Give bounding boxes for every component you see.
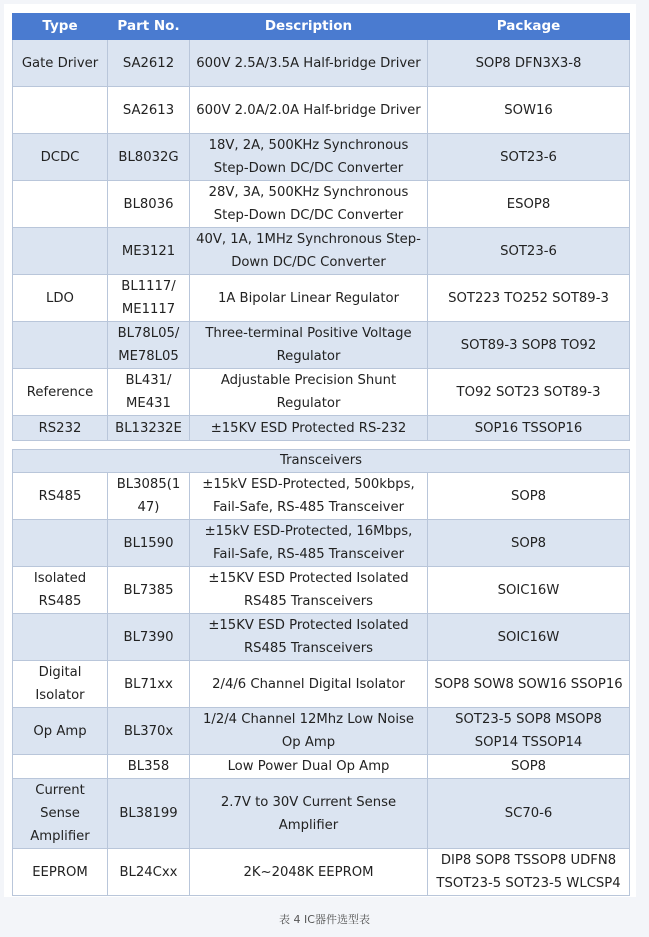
cell-desc: Adjustable Precision Shunt Regulator — [190, 369, 428, 416]
cell-type: Current Sense Amplifier — [13, 779, 108, 849]
cell-desc: Three-terminal Positive Voltage Regulator — [190, 322, 428, 369]
cell-type — [13, 228, 108, 275]
cell-pkg: ESOP8 — [428, 181, 630, 228]
header-description: Description — [190, 14, 428, 40]
cell-desc: ±15KV ESD Protected Isolated RS485 Transceivers — [190, 567, 428, 614]
cell-desc: 600V 2.0A/2.0A Half-bridge Driver — [190, 87, 428, 134]
cell-desc: ±15KV ESD Protected RS-232 — [190, 416, 428, 441]
cell-pkg: SOP8 — [428, 755, 630, 779]
cell-part: BL13232E — [108, 416, 190, 441]
cell-pkg: SOT23-6 — [428, 228, 630, 275]
cell-part: BL71xx — [108, 661, 190, 708]
cell-pkg: SOIC16W — [428, 567, 630, 614]
cell-type: Gate Driver — [13, 40, 108, 87]
table-row — [13, 40, 630, 87]
cell-part: BL38199 — [108, 779, 190, 849]
table-row — [13, 181, 630, 228]
cell-type: Reference — [13, 369, 108, 416]
cell-desc: 600V 2.5A/3.5A Half-bridge Driver — [190, 40, 428, 87]
cell-type — [13, 87, 108, 134]
cell-type: RS232 — [13, 416, 108, 441]
cell-part: BL78L05/ ME78L05 — [108, 322, 190, 369]
table-caption: 表 4 IC器件选型表 — [279, 913, 370, 926]
cell-pkg: SOP8 — [428, 473, 630, 520]
cell-pkg: DIP8 SOP8 TSSOP8 UDFN8 TSOT23-5 SOT23-5 WLCSP4 — [428, 849, 630, 896]
cell-part: BL431/ ME431 — [108, 369, 190, 416]
header-part-no: Part No. — [108, 14, 190, 40]
cell-desc: 2K~2048K EEPROM — [190, 849, 428, 896]
cell-desc: Low Power Dual Op Amp — [190, 755, 428, 779]
header-package: Package — [428, 14, 630, 40]
table-row — [13, 369, 630, 416]
ic-table-transceivers — [12, 449, 630, 896]
cell-desc: 2.7V to 30V Current Sense Amplifier — [190, 779, 428, 849]
cell-desc: ±15kV ESD-Protected, 500kbps, Fail-Safe, RS-485 Transceiver — [190, 473, 428, 520]
cell-part: BL1590 — [108, 520, 190, 567]
table-row — [13, 567, 630, 614]
cell-type: LDO — [13, 275, 108, 322]
table-row — [13, 849, 630, 896]
cell-part: BL1117/ ME1117 — [108, 275, 190, 322]
table-row — [13, 708, 630, 755]
table-card — [4, 4, 636, 897]
header-type: Type — [13, 14, 108, 40]
table-row — [13, 755, 630, 779]
table-row — [13, 87, 630, 134]
cell-part: ME3121 — [108, 228, 190, 275]
cell-pkg: SOIC16W — [428, 614, 630, 661]
table-row — [13, 416, 630, 441]
cell-part: BL7390 — [108, 614, 190, 661]
cell-desc: 28V, 3A, 500KHz Synchronous Step-Down DC/DC Converter — [190, 181, 428, 228]
cell-pkg: SOP8 DFN3X3-8 — [428, 40, 630, 87]
section-row — [13, 450, 630, 473]
cell-desc: 1/2/4 Channel 12Mhz Low Noise Op Amp — [190, 708, 428, 755]
table-row — [13, 322, 630, 369]
table-row — [13, 275, 630, 322]
cell-desc: 40V, 1A, 1MHz Synchronous Step-Down DC/DC Converter — [190, 228, 428, 275]
table-row — [13, 520, 630, 567]
cell-type: DCDC — [13, 134, 108, 181]
cell-part: SA2612 — [108, 40, 190, 87]
cell-pkg: SOP8 — [428, 520, 630, 567]
cell-pkg: SC70-6 — [428, 779, 630, 849]
cell-part: BL7385 — [108, 567, 190, 614]
cell-desc: 1A Bipolar Linear Regulator — [190, 275, 428, 322]
section-title: Transceivers — [13, 450, 630, 473]
table-row — [13, 134, 630, 181]
cell-part: BL24Cxx — [108, 849, 190, 896]
cell-type — [13, 181, 108, 228]
cell-type: Op Amp — [13, 708, 108, 755]
cell-type: Digital Isolator — [13, 661, 108, 708]
cell-part: SA2613 — [108, 87, 190, 134]
cell-pkg: SOP8 SOW8 SOW16 SSOP16 — [428, 661, 630, 708]
cell-pkg: SOT223 TO252 SOT89-3 — [428, 275, 630, 322]
cell-pkg: SOW16 — [428, 87, 630, 134]
cell-type — [13, 755, 108, 779]
table-row — [13, 779, 630, 849]
table-row — [13, 473, 630, 520]
cell-pkg: TO92 SOT23 SOT89-3 — [428, 369, 630, 416]
cell-type: RS485 — [13, 473, 108, 520]
cell-type — [13, 614, 108, 661]
cell-pkg: SOP16 TSSOP16 — [428, 416, 630, 441]
cell-desc: 18V, 2A, 500KHz Synchronous Step-Down DC/DC Converter — [190, 134, 428, 181]
cell-pkg: SOT89-3 SOP8 TO92 — [428, 322, 630, 369]
cell-type: EEPROM — [13, 849, 108, 896]
cell-part: BL370x — [108, 708, 190, 755]
cell-part: BL8036 — [108, 181, 190, 228]
cell-pkg: SOT23-6 — [428, 134, 630, 181]
cell-type — [13, 520, 108, 567]
cell-desc: ±15KV ESD Protected Isolated RS485 Transceivers — [190, 614, 428, 661]
table-row — [13, 614, 630, 661]
table-header-row — [13, 14, 630, 40]
cell-part: BL358 — [108, 755, 190, 779]
cell-desc: 2/4/6 Channel Digital Isolator — [190, 661, 428, 708]
cell-desc: ±15kV ESD-Protected, 16Mbps, Fail-Safe, RS-485 Transceiver — [190, 520, 428, 567]
cell-type: Isolated RS485 — [13, 567, 108, 614]
cell-part: BL8032G — [108, 134, 190, 181]
cell-pkg: SOT23-5 SOP8 MSOP8 SOP14 TSSOP14 — [428, 708, 630, 755]
cell-type — [13, 322, 108, 369]
table-row — [13, 228, 630, 275]
ic-table-main — [12, 13, 630, 441]
table-row — [13, 661, 630, 708]
cell-part: BL3085(1 47) — [108, 473, 190, 520]
